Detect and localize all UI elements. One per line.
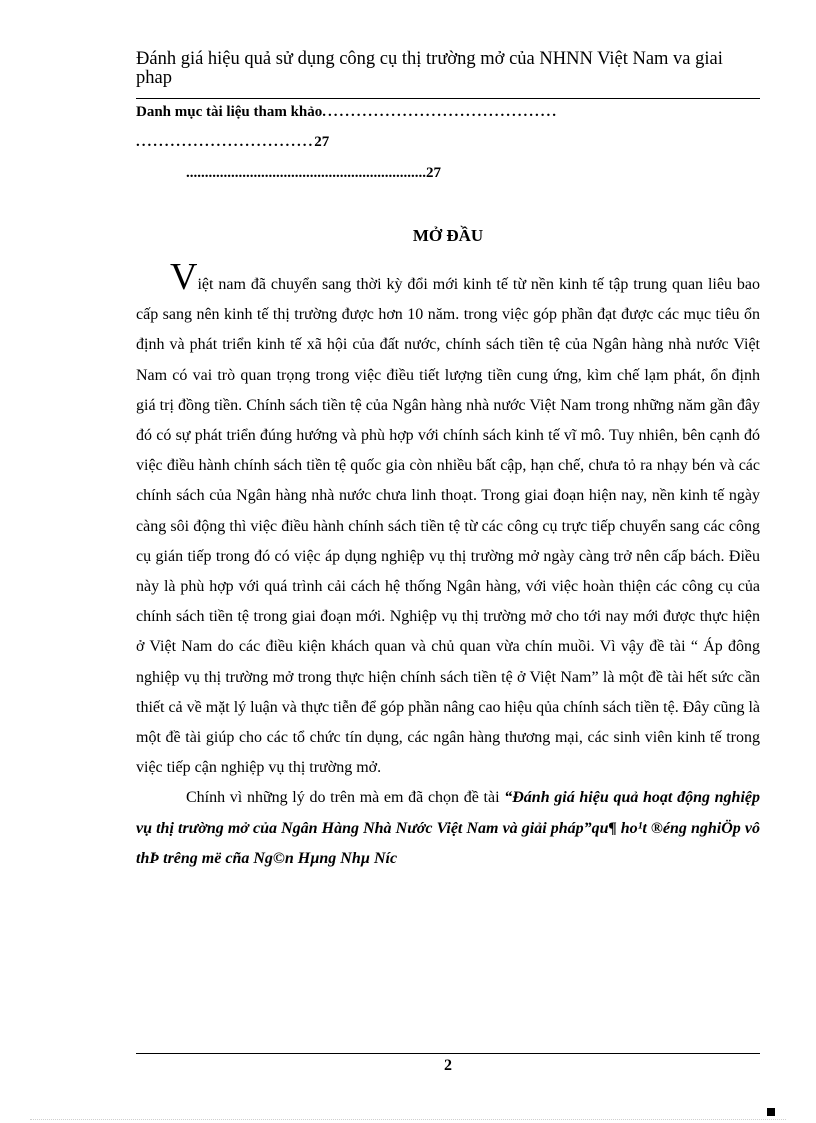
running-header: Đánh giá hiệu quả sử dụng công cụ thị trường mở của NHNN Việt Nam va giai phap [136, 49, 723, 88]
section-title: MỞ ĐẦU [412, 226, 484, 245]
toc-page-number-2: 27 [426, 165, 441, 181]
page-bottom-dotted-border [30, 1119, 786, 1120]
toc-entry-label: Danh mục tài liệu tham khảo [136, 104, 323, 120]
page-number: 2 [444, 1057, 452, 1074]
topic-title: “Đánh giá hiệu quả hoạt động nghiệp vụ thị trường mở của Ngân Hàng Nhà Nước Việt Nam và giải pháp”qu¶ ho¹t ®éng nghiÖp vô thÞ trêng më cña Ng©n Hµng Nhµ Níc [136, 789, 761, 867]
toc-entry-references[interactable] [136, 104, 760, 126]
drop-cap: V [170, 256, 198, 298]
body-text [136, 256, 761, 874]
toc-page-number: 27 [314, 134, 330, 150]
corner-marker [767, 1108, 775, 1116]
toc-entry-sub [186, 165, 546, 182]
footer-rule [136, 1053, 760, 1054]
paragraph-intro-text: iệt nam đã chuyển sang thời kỳ đổi mới kinh tế từ nền kinh tế tập trung quan liêu bao cấp sang nên kinh tế thị trường được hơn 10 năm. trong việc góp phần đạt được các mục tiêu ổn định và phát triển kinh tế xã hội của đất nước, chính sách tiền tệ của Ngân hàng nhà nước Việt Nam có vai trò quan trọng trong việc điều tiết lượng tiền cung ứng, kìm chế lạm phát, ổn định giá trị đồng tiền. Chính sách tiền tệ của Ngân hàng nhà nước Việt Nam trong những năm gần đây đó có sự phát triển đúng hướng và phù hợp với chính sách kinh tế vĩ mô. Tuy nhiên, bên cạnh đó việc điều hành chính sách tiền tệ quốc gia còn nhiều bất cập, hạn chế, chưa tỏ ra nhạy bén và các chính sách của Ngân hàng nhà nước chưa linh thoạt. Trong giai đoạn hiện nay, nền kinh tế ngày càng sôi động thì việc điều hành chính sách tiền tệ từ các công cụ trực tiếp chuyển sang các công cụ gián tiếp trong đó có việc áp dụng nghiệp vụ thị trường mở ngày càng trở nên cấp bách. Điều này là phù hợp với quá trình cải cách hệ thống Ngân hàng, với việc hoàn thiện các công cụ của chính sách tiền tệ trong giai đoạn mới. Nghiệp vụ thị trường mở cho tới nay mới được thực hiện ở Việt Nam do các điều kiện khách quan và chủ quan vừa chín muồi. Vì vậy đề tài “ Áp đông nghiệp vụ thị trường mở trong thực hiện chính sách tiền tệ ở Việt Nam” là một đề tài hết sức cần thiết cả về mặt lý luận và thực tiễn để góp phần nâng cao hiệu qủa chính sách tiền tệ. Đây cũng là một đề tài giúp cho các tổ chức tín dụng, các ngân hàng thương mại, các sinh viên kinh tế trong việc tiếp cận nghiệp vụ thị trường mở. [136, 276, 761, 777]
toc-entry-continuation [136, 134, 466, 151]
toc-leader-dots-3: ................................................................ [186, 165, 426, 181]
header-rule [136, 98, 760, 99]
toc-leader-dots: ......................................... [322, 104, 559, 120]
paragraph-topic-intro: Chính vì những lý do trên mà em đã chọn đề tài [186, 789, 505, 807]
toc-leader-dots-2: ............................... [136, 134, 315, 150]
paragraph-intro [136, 256, 761, 783]
paragraph-topic [136, 783, 760, 874]
